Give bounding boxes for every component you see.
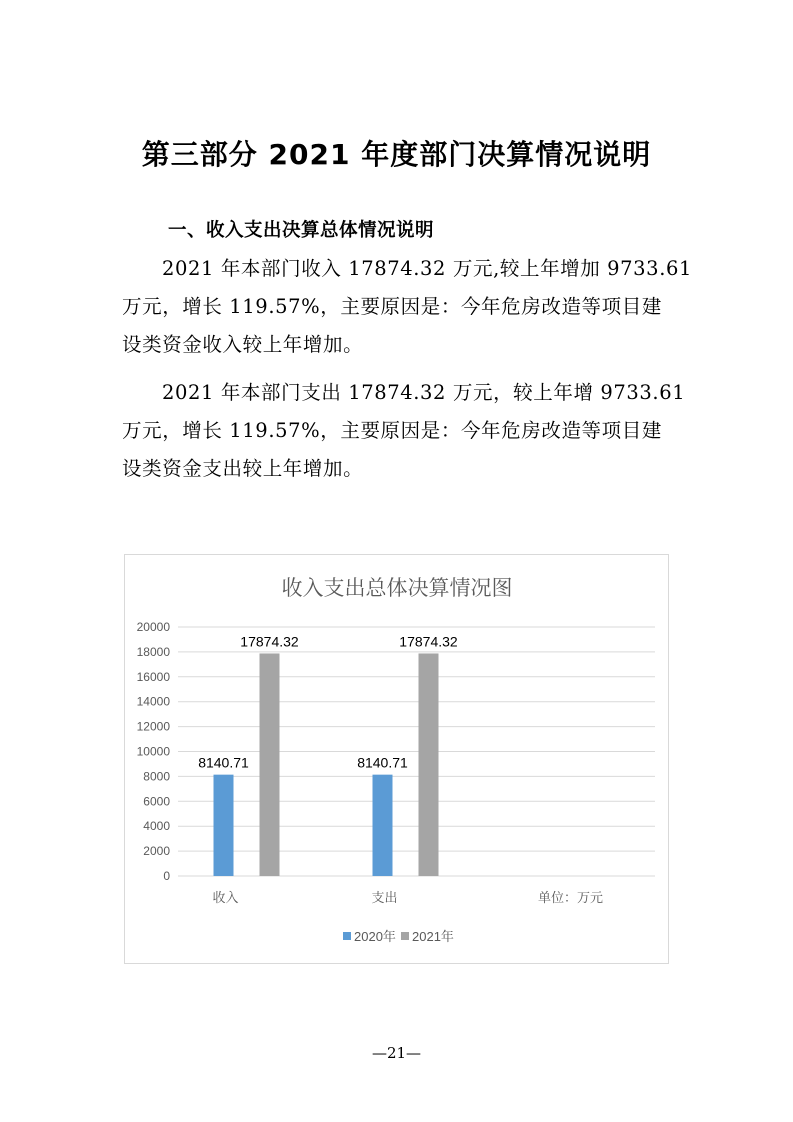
y-tick-label: 4000 — [143, 819, 170, 834]
income-expenditure-chart — [124, 554, 669, 964]
legend-swatch — [343, 932, 351, 940]
y-tick-label: 16000 — [136, 669, 170, 684]
data-label: 17874.32 — [240, 633, 299, 650]
legend-label: 2021年 — [412, 929, 454, 944]
paragraph-line: 2021 年本部门收入 17874.32 万元,较上年增加 9733.61 — [162, 257, 692, 280]
paragraph-income — [122, 250, 692, 364]
bar — [419, 653, 439, 876]
bar — [214, 775, 234, 876]
y-tick-label: 2000 — [143, 844, 170, 859]
legend-label: 2020年 — [354, 929, 396, 944]
page-number: —21— — [371, 1044, 422, 1062]
paragraph-expenditure — [122, 374, 686, 488]
y-tick-label: 20000 — [136, 620, 170, 634]
chart-title: 收入支出总体决算情况图 — [281, 577, 513, 600]
paragraph-line: 2021 年本部门支出 17874.32 万元，较上年增 9733.61 — [162, 381, 686, 404]
x-tick-label: 支出 — [371, 891, 398, 906]
x-tick-label: 收入 — [212, 891, 239, 906]
y-tick-label: 14000 — [136, 694, 170, 709]
y-tick-label: 8000 — [143, 769, 170, 784]
page-title: 第三部分 2021 年度部门决算情况说明 — [141, 138, 652, 171]
y-tick-label: 10000 — [136, 744, 170, 759]
paragraph-line: 设类资金收入较上年增加。 — [122, 333, 364, 356]
unit-note: 单位：万元 — [537, 891, 604, 906]
data-label: 17874.32 — [399, 633, 458, 650]
paragraph-line: 万元，增长 119.57%，主要原因是：今年危房改造等项目建 — [122, 419, 662, 442]
legend-swatch — [401, 932, 409, 940]
y-tick-label: 0 — [163, 869, 170, 883]
bar — [373, 775, 393, 876]
paragraph-line: 万元，增长 119.57%，主要原因是：今年危房改造等项目建 — [122, 295, 662, 318]
paragraph-line: 设类资金支出较上年增加。 — [122, 457, 364, 480]
y-tick-label: 12000 — [136, 719, 170, 734]
data-label: 8140.71 — [357, 754, 408, 771]
data-label: 8140.71 — [198, 754, 249, 771]
bar — [260, 653, 280, 876]
section-heading: 一、收入支出决算总体情况说明 — [168, 220, 435, 241]
y-tick-label: 6000 — [143, 794, 170, 809]
y-tick-label: 18000 — [136, 644, 170, 659]
chart-canvas — [125, 555, 670, 965]
